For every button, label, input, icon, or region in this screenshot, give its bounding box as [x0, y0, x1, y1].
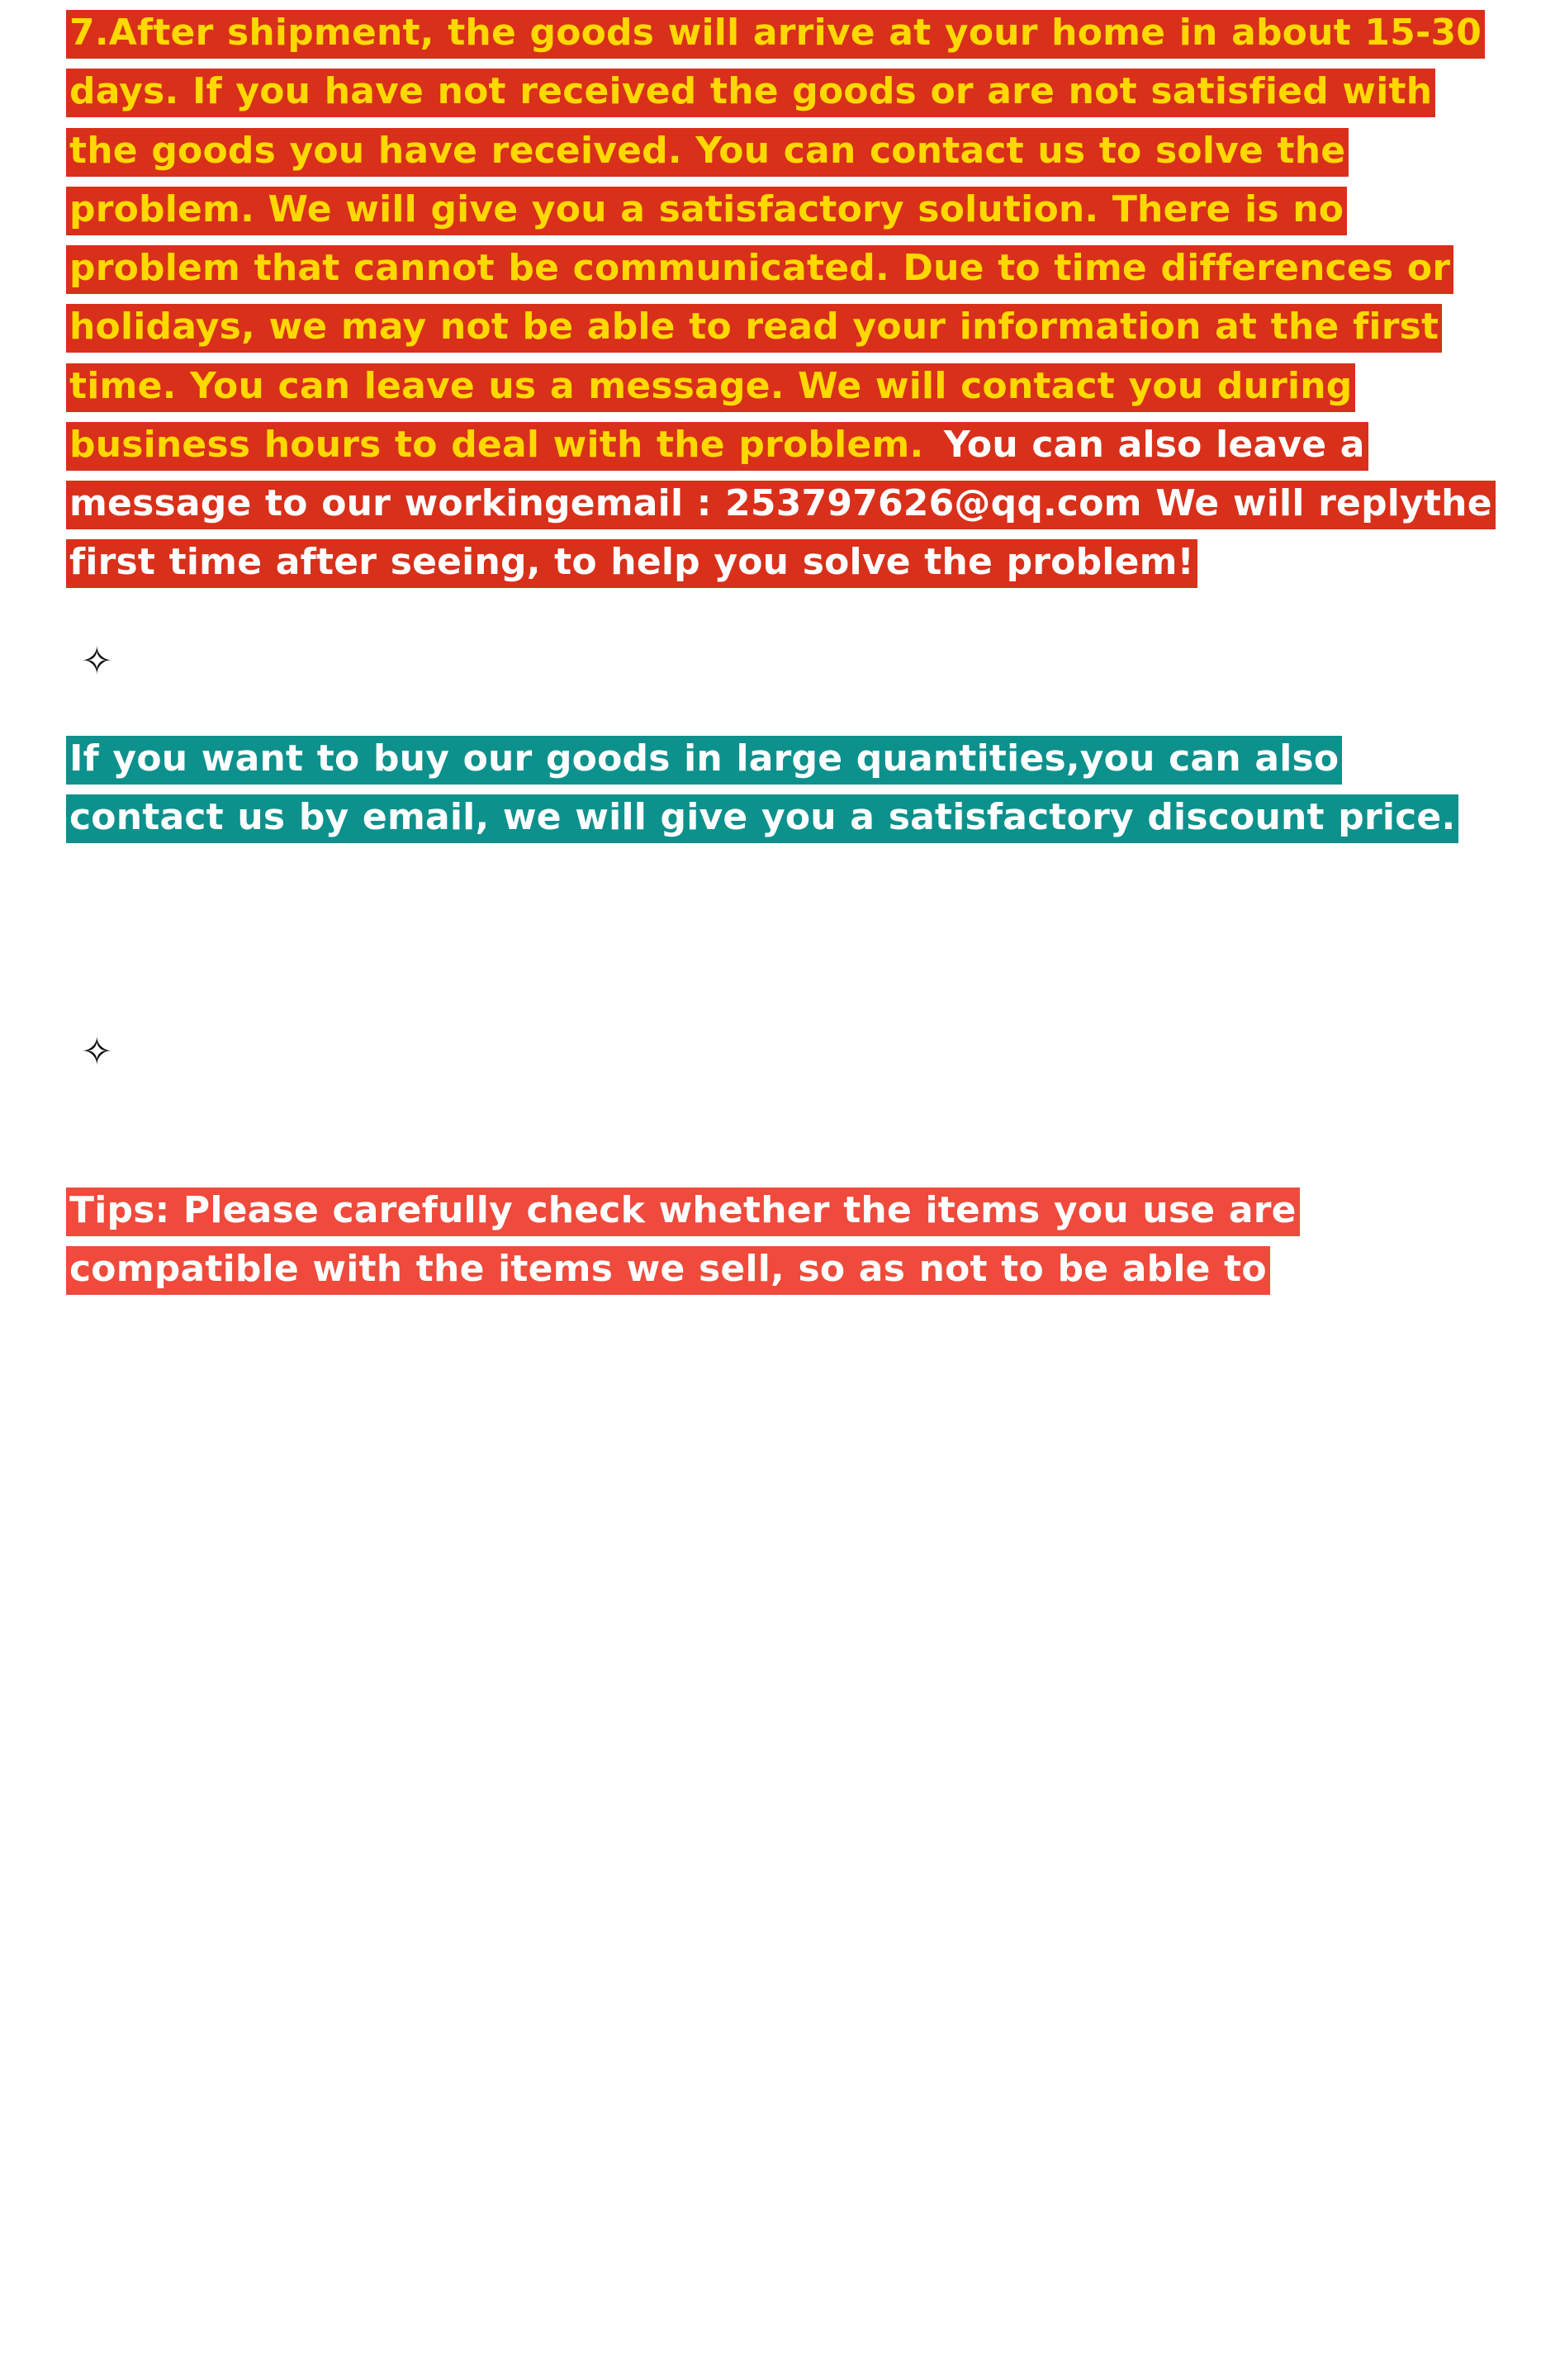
spacer-4 — [66, 1082, 1494, 1181]
shipping-policy-text-white: You can also leave a message to our workingemail : 253797626@qq.com We will replythe first time after seeing, to help you solve the problem! — [66, 422, 1496, 589]
sparkle-separator-1-row — [66, 630, 1494, 692]
spacer-1 — [66, 592, 1494, 630]
sparkle-separator-2-row — [66, 1021, 1494, 1083]
bulk-order-paragraph — [66, 729, 1494, 847]
tips-paragraph — [66, 1181, 1494, 1299]
shipping-policy-text-yellow: 7.After shipment, the goods will arrive at your home in about 15-30 days. If you have not received the goods or are not satisfied with the goods you have received. You can contact us to solve the problem. We will give you a satisfactory solution. There is no problem that cannot be communicated. Due to time differences or holidays, we may not be able to read your information at the first time. You can leave us a message. We will contact you during business hours to deal with the problem. — [66, 10, 1485, 471]
spacer-2 — [66, 691, 1494, 729]
tips-text: Tips: Please carefully check whether the items you use are compatible with the items we sell, so as not to be able to — [66, 1188, 1300, 1295]
spacer-3 — [66, 847, 1494, 1021]
shipping-policy-paragraph — [66, 0, 1494, 592]
sparkle-icon: ✧ — [81, 638, 113, 683]
bulk-order-text: If you want to buy our goods in large quantities,you can also contact us by email, we will give you a satisfactory discount price. — [66, 736, 1458, 843]
sparkle-icon: ✧ — [81, 1028, 113, 1074]
